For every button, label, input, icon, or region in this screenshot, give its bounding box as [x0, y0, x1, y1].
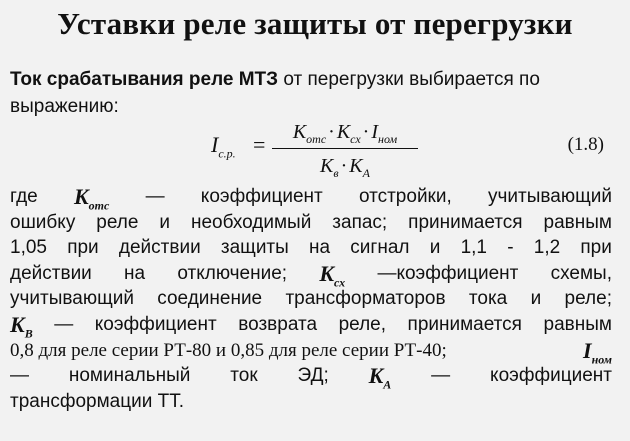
intro-bold-term: Ток срабатывания реле МТЗ	[10, 69, 279, 90]
formula-k-a-sub: А	[362, 166, 370, 180]
symbol-subscript: сх	[334, 275, 346, 290]
formula-lhs-symbol: I	[211, 132, 219, 157]
word: и	[530, 288, 542, 310]
formula-dot: ·	[340, 155, 348, 177]
word: на	[309, 237, 331, 259]
word: коэффициент	[490, 365, 612, 387]
symbol-subscript: А	[383, 377, 392, 392]
formula-k-a: K	[349, 155, 363, 177]
word: запас;	[332, 211, 388, 233]
word: —	[10, 365, 29, 387]
formula-i-nom: I	[371, 121, 379, 143]
symbol-subscript: отс	[88, 198, 110, 213]
word: отстройки,	[358, 186, 452, 207]
equation-number: (1.8)	[567, 134, 604, 155]
word: при	[67, 237, 99, 259]
symbol-letter: I	[583, 337, 592, 363]
formula-equals: =	[253, 132, 266, 157]
word: реле;	[564, 288, 612, 310]
line-text: трансформации ТТ.	[10, 390, 184, 412]
word: ток	[230, 365, 258, 387]
formula-k-ots: K	[292, 121, 307, 143]
symbol-letter: K	[10, 311, 25, 337]
desc-line-1	[10, 184, 612, 213]
formula-lhs	[211, 132, 236, 161]
word: принимается	[408, 211, 523, 233]
desc-line-3	[10, 235, 612, 261]
word: коэффициент	[94, 313, 217, 335]
word: равным	[543, 211, 612, 233]
formula-k-v: K	[320, 155, 334, 177]
formula-denominator	[272, 152, 418, 180]
word: учитывающий	[488, 186, 612, 207]
desc-line-7	[10, 338, 612, 364]
word: —	[431, 365, 451, 387]
word: 1,05	[10, 237, 47, 259]
word: реле,	[338, 313, 387, 335]
formula-lhs-subscript: с.р.	[218, 146, 236, 161]
intro-paragraph	[10, 66, 622, 120]
page-title: Уставки реле защиты от перегрузки	[57, 6, 573, 41]
symbol-k-a	[368, 363, 392, 392]
word: —	[145, 186, 165, 207]
formula-k-sh: K	[336, 121, 351, 143]
word: при	[580, 237, 612, 259]
formula-dot: ·	[362, 121, 370, 143]
word: —	[54, 313, 74, 335]
symbol-subscript: ном	[591, 351, 612, 366]
formula-k-v-sub: в	[333, 166, 339, 180]
word: —коэффициент	[377, 262, 519, 284]
word: и	[429, 237, 441, 259]
formula-i-nom-sub: ном	[378, 132, 398, 146]
description-paragraph	[10, 184, 612, 414]
symbol-subscript: В	[24, 326, 33, 341]
symbol-i-nom	[583, 338, 612, 364]
word: возврата	[238, 313, 318, 335]
desc-line-6	[10, 311, 612, 341]
word: равным	[543, 313, 612, 335]
formula-k-ots-sub: отс	[306, 132, 327, 146]
word: тока	[468, 288, 508, 310]
symbol-letter: K	[368, 363, 384, 389]
word: действии	[10, 262, 92, 284]
symbol-letter: K	[319, 260, 335, 286]
symbol-k-v	[10, 311, 33, 341]
word: где	[10, 186, 38, 207]
word: защиты	[220, 237, 289, 259]
word: 1,1	[460, 237, 487, 259]
word: 1,2	[533, 237, 561, 259]
formula-fraction-bar	[272, 148, 418, 149]
intro-line-1	[10, 66, 622, 93]
word: ошибку	[10, 211, 76, 233]
desc-line-8	[10, 363, 612, 392]
word: реле	[96, 211, 139, 233]
word: действии	[118, 237, 201, 259]
intro-text: от перегрузки выбирается по	[278, 69, 540, 90]
formula-numerator	[272, 118, 418, 146]
symbol-k-ots	[73, 184, 110, 213]
desc-line-9	[10, 389, 612, 415]
word: и	[159, 211, 171, 233]
word: номинальный	[68, 365, 191, 387]
symbol-k-sh	[319, 260, 346, 290]
word: схемы,	[550, 262, 612, 284]
line-text: 0,8 для реле серии РТ-80 и 0,85 для реле серии РТ-40;	[10, 339, 447, 361]
word: принимается	[407, 313, 522, 335]
formula-fraction	[272, 118, 418, 180]
formula-k-sh-sub: сх	[350, 132, 361, 146]
desc-line-4	[10, 260, 612, 290]
word: соединение	[157, 288, 263, 310]
word: трансформаторов	[285, 288, 446, 310]
desc-line-2	[10, 210, 612, 236]
word: ЭД;	[297, 365, 329, 387]
word: -	[507, 237, 514, 259]
desc-line-5	[10, 286, 612, 312]
formula-1-8	[0, 118, 630, 180]
intro-line-2: выражению:	[10, 96, 119, 117]
word: отключение;	[177, 262, 288, 284]
word: сигнал	[350, 237, 410, 259]
word: необходимый	[190, 211, 312, 233]
word: учитывающий	[10, 288, 134, 310]
word: на	[124, 262, 146, 284]
formula-dot: ·	[328, 121, 335, 143]
word: коэффициент	[200, 186, 323, 207]
symbol-letter: K	[73, 184, 89, 209]
